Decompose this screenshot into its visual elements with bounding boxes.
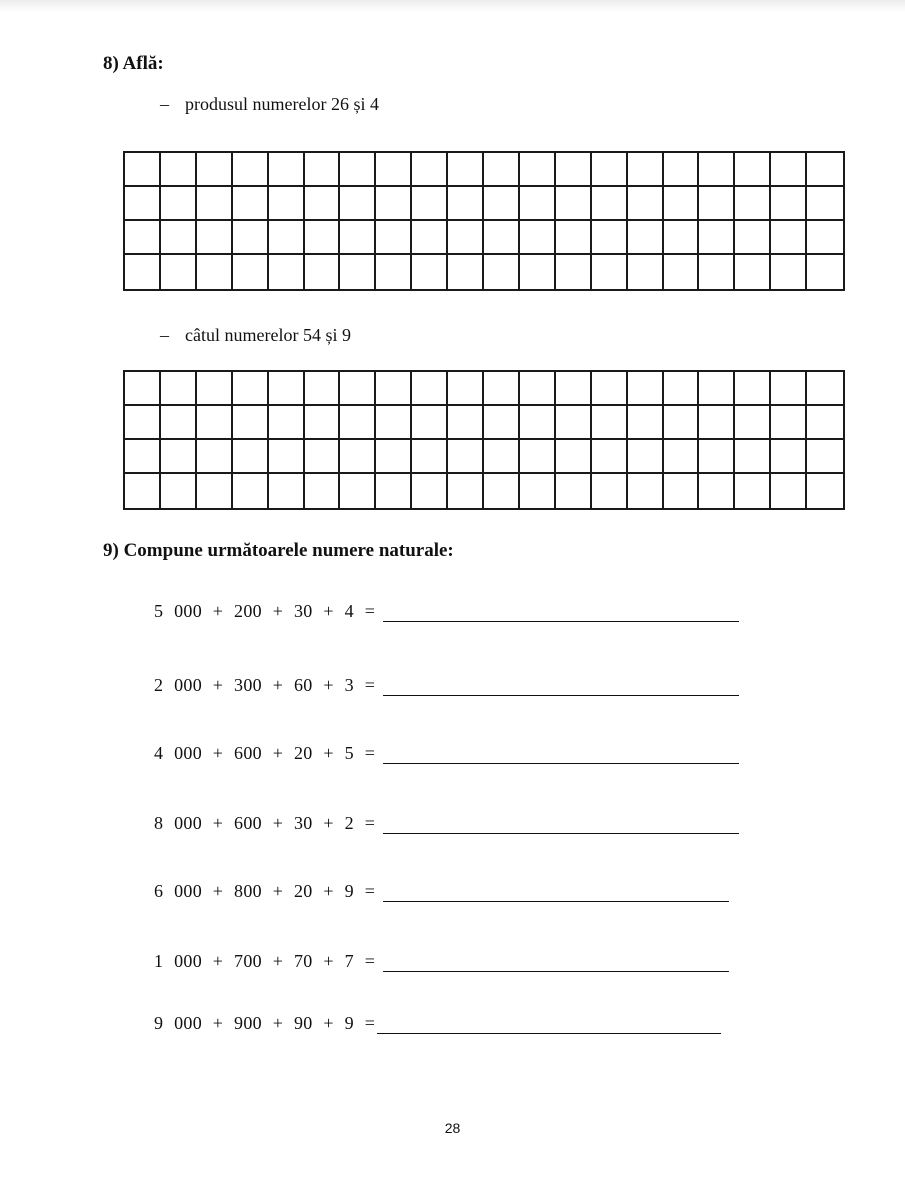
answer-line[interactable] xyxy=(383,815,739,834)
grid-cell[interactable] xyxy=(269,187,305,221)
grid-cell[interactable] xyxy=(233,255,269,289)
grid-cell[interactable] xyxy=(448,255,484,289)
grid-cell[interactable] xyxy=(161,406,197,440)
grid-cell[interactable] xyxy=(197,406,233,440)
grid-cell[interactable] xyxy=(305,406,341,440)
grid-cell[interactable] xyxy=(664,255,700,289)
exercise-9-heading: 9) Compune următoarele numere naturale: xyxy=(103,540,454,561)
grid-cell[interactable] xyxy=(771,221,807,255)
grid-cell[interactable] xyxy=(556,187,592,221)
equation-row xyxy=(154,951,729,972)
grid-cell[interactable] xyxy=(699,372,735,406)
grid-cell[interactable] xyxy=(412,255,448,289)
grid-cell[interactable] xyxy=(628,440,664,474)
grid-cell[interactable] xyxy=(448,153,484,187)
grid-cell[interactable] xyxy=(161,221,197,255)
equation-expression: 1 000 + 700 + 70 + 7 = xyxy=(154,951,376,971)
equation-row xyxy=(154,743,739,764)
equation-expression: 6 000 + 800 + 20 + 9 = xyxy=(154,881,376,901)
grid-cell[interactable] xyxy=(340,187,376,221)
grid-cell[interactable] xyxy=(305,255,341,289)
grid-cell[interactable] xyxy=(305,474,341,508)
grid-cell[interactable] xyxy=(161,187,197,221)
grid-cell[interactable] xyxy=(592,153,628,187)
grid-cell[interactable] xyxy=(735,372,771,406)
grid-cell[interactable] xyxy=(376,153,412,187)
equation-expression: 2 000 + 300 + 60 + 3 = xyxy=(154,675,376,695)
grid-cell[interactable] xyxy=(556,406,592,440)
grid-cell[interactable] xyxy=(125,474,161,508)
grid-cell[interactable] xyxy=(340,440,376,474)
grid-cell[interactable] xyxy=(233,153,269,187)
grid-cell[interactable] xyxy=(412,187,448,221)
grid-cell[interactable] xyxy=(448,221,484,255)
grid-cell[interactable] xyxy=(520,372,556,406)
grid-cell[interactable] xyxy=(771,474,807,508)
grid-cell[interactable] xyxy=(340,406,376,440)
grid-cell[interactable] xyxy=(592,406,628,440)
grid-cell[interactable] xyxy=(484,474,520,508)
grid-cell[interactable] xyxy=(448,406,484,440)
grid-cell[interactable] xyxy=(269,440,305,474)
grid-cell[interactable] xyxy=(125,372,161,406)
grid-cell[interactable] xyxy=(305,187,341,221)
grid-cell[interactable] xyxy=(556,474,592,508)
grid-cell[interactable] xyxy=(664,221,700,255)
grid-cell[interactable] xyxy=(448,474,484,508)
page-number: 28 xyxy=(444,1120,461,1136)
grid-cell[interactable] xyxy=(735,255,771,289)
grid-cell[interactable] xyxy=(664,406,700,440)
grid-cell[interactable] xyxy=(161,255,197,289)
grid-cell[interactable] xyxy=(125,440,161,474)
grid-cell[interactable] xyxy=(197,372,233,406)
grid-cell[interactable] xyxy=(161,440,197,474)
item-dash: – xyxy=(160,94,169,114)
grid-cell[interactable] xyxy=(340,153,376,187)
grid-cell[interactable] xyxy=(305,153,341,187)
grid-cell[interactable] xyxy=(556,153,592,187)
grid-cell[interactable] xyxy=(807,440,843,474)
grid-cell[interactable] xyxy=(233,440,269,474)
exercise-8-item-1 xyxy=(160,94,379,115)
grid-cell[interactable] xyxy=(735,153,771,187)
grid-cell[interactable] xyxy=(484,372,520,406)
grid-cell[interactable] xyxy=(448,372,484,406)
grid-cell[interactable] xyxy=(376,372,412,406)
grid-cell[interactable] xyxy=(269,406,305,440)
grid-cell[interactable] xyxy=(771,255,807,289)
item-text: produsul numerelor 26 și 4 xyxy=(185,94,379,114)
grid-cell[interactable] xyxy=(520,440,556,474)
grid-cell[interactable] xyxy=(592,221,628,255)
grid-cell[interactable] xyxy=(269,255,305,289)
grid-cell[interactable] xyxy=(269,372,305,406)
grid-cell[interactable] xyxy=(807,372,843,406)
grid-cell[interactable] xyxy=(305,440,341,474)
grid-cell[interactable] xyxy=(233,221,269,255)
grid-cell[interactable] xyxy=(269,153,305,187)
grid-cell[interactable] xyxy=(269,474,305,508)
grid-cell[interactable] xyxy=(340,474,376,508)
equation-row xyxy=(154,813,739,834)
grid-cell[interactable] xyxy=(628,372,664,406)
grid-cell[interactable] xyxy=(269,221,305,255)
equation-expression: 4 000 + 600 + 20 + 5 = xyxy=(154,743,376,763)
page-top-shadow xyxy=(0,0,905,12)
grid-cell[interactable] xyxy=(592,440,628,474)
grid-cell[interactable] xyxy=(520,406,556,440)
grid-cell[interactable] xyxy=(376,406,412,440)
grid-cell[interactable] xyxy=(412,406,448,440)
answer-line[interactable] xyxy=(383,745,739,764)
item-dash: – xyxy=(160,325,169,345)
grid-cell[interactable] xyxy=(735,474,771,508)
grid-cell[interactable] xyxy=(807,255,843,289)
grid-cell[interactable] xyxy=(448,440,484,474)
grid-cell[interactable] xyxy=(699,474,735,508)
grid-cell[interactable] xyxy=(484,221,520,255)
grid-cell[interactable] xyxy=(771,440,807,474)
grid-cell[interactable] xyxy=(556,440,592,474)
answer-grid-quotient[interactable] xyxy=(123,370,845,510)
grid-cell[interactable] xyxy=(484,255,520,289)
grid-cell[interactable] xyxy=(125,153,161,187)
grid-cell[interactable] xyxy=(125,255,161,289)
grid-cell[interactable] xyxy=(197,440,233,474)
grid-cell[interactable] xyxy=(664,474,700,508)
grid-cell[interactable] xyxy=(699,255,735,289)
equation-row xyxy=(154,881,729,902)
grid-cell[interactable] xyxy=(807,153,843,187)
grid-cell[interactable] xyxy=(484,153,520,187)
grid-cell[interactable] xyxy=(628,406,664,440)
grid-cell[interactable] xyxy=(628,153,664,187)
grid-cell[interactable] xyxy=(305,221,341,255)
grid-cell[interactable] xyxy=(664,372,700,406)
grid-cell[interactable] xyxy=(556,372,592,406)
answer-line[interactable] xyxy=(377,1015,721,1034)
equation-expression: 8 000 + 600 + 30 + 2 = xyxy=(154,813,376,833)
grid-cell[interactable] xyxy=(412,372,448,406)
grid-cell[interactable] xyxy=(197,187,233,221)
grid-cell[interactable] xyxy=(484,440,520,474)
grid-cell[interactable] xyxy=(735,187,771,221)
grid-cell[interactable] xyxy=(376,440,412,474)
grid-cell[interactable] xyxy=(699,440,735,474)
item-text: câtul numerelor 54 și 9 xyxy=(185,325,351,345)
grid-cell[interactable] xyxy=(664,440,700,474)
answer-line[interactable] xyxy=(383,883,729,902)
grid-cell[interactable] xyxy=(592,187,628,221)
grid-cell[interactable] xyxy=(520,255,556,289)
grid-cell[interactable] xyxy=(197,255,233,289)
exercise-8-heading: 8) Află: xyxy=(103,53,164,74)
grid-cell[interactable] xyxy=(376,474,412,508)
answer-line[interactable] xyxy=(383,953,729,972)
grid-cell[interactable] xyxy=(484,406,520,440)
grid-cell[interactable] xyxy=(592,255,628,289)
grid-cell[interactable] xyxy=(592,474,628,508)
answer-grid-product[interactable] xyxy=(123,151,845,291)
grid-cell[interactable] xyxy=(699,406,735,440)
grid-cell[interactable] xyxy=(161,153,197,187)
grid-cell[interactable] xyxy=(161,372,197,406)
grid-cell[interactable] xyxy=(628,221,664,255)
grid-cell[interactable] xyxy=(735,440,771,474)
equation-row xyxy=(154,601,739,622)
grid-cell[interactable] xyxy=(807,187,843,221)
grid-cell[interactable] xyxy=(340,221,376,255)
grid-cell[interactable] xyxy=(556,221,592,255)
grid-cell[interactable] xyxy=(628,187,664,221)
grid-cell[interactable] xyxy=(233,187,269,221)
grid-cell[interactable] xyxy=(161,474,197,508)
grid-cell[interactable] xyxy=(412,153,448,187)
answer-line[interactable] xyxy=(383,603,739,622)
grid-cell[interactable] xyxy=(664,187,700,221)
grid-cell[interactable] xyxy=(699,187,735,221)
grid-cell[interactable] xyxy=(628,474,664,508)
equation-row xyxy=(154,675,739,696)
grid-cell[interactable] xyxy=(556,255,592,289)
grid-cell[interactable] xyxy=(125,406,161,440)
grid-cell[interactable] xyxy=(520,221,556,255)
grid-cell[interactable] xyxy=(520,187,556,221)
grid-cell[interactable] xyxy=(484,187,520,221)
grid-cell[interactable] xyxy=(376,187,412,221)
grid-cell[interactable] xyxy=(412,474,448,508)
grid-cell[interactable] xyxy=(376,221,412,255)
grid-cell[interactable] xyxy=(412,440,448,474)
grid-cell[interactable] xyxy=(305,372,341,406)
grid-cell[interactable] xyxy=(233,406,269,440)
grid-cell[interactable] xyxy=(125,187,161,221)
grid-cell[interactable] xyxy=(340,372,376,406)
grid-cell[interactable] xyxy=(699,221,735,255)
grid-cell[interactable] xyxy=(735,406,771,440)
equation-row xyxy=(154,1013,721,1034)
grid-cell[interactable] xyxy=(807,474,843,508)
grid-cell[interactable] xyxy=(197,474,233,508)
grid-cell[interactable] xyxy=(412,221,448,255)
grid-cell[interactable] xyxy=(233,474,269,508)
grid-cell[interactable] xyxy=(628,255,664,289)
equation-expression: 9 000 + 900 + 90 + 9 = xyxy=(154,1013,376,1033)
grid-cell[interactable] xyxy=(771,406,807,440)
grid-cell[interactable] xyxy=(735,221,771,255)
grid-cell[interactable] xyxy=(592,372,628,406)
grid-cell[interactable] xyxy=(699,153,735,187)
grid-cell[interactable] xyxy=(520,153,556,187)
grid-cell[interactable] xyxy=(233,372,269,406)
grid-cell[interactable] xyxy=(448,187,484,221)
exercise-8-item-2 xyxy=(160,325,351,346)
grid-cell[interactable] xyxy=(197,153,233,187)
grid-cell[interactable] xyxy=(771,153,807,187)
equation-expression: 5 000 + 200 + 30 + 4 = xyxy=(154,601,376,621)
grid-cell[interactable] xyxy=(125,221,161,255)
grid-cell[interactable] xyxy=(771,372,807,406)
grid-cell[interactable] xyxy=(376,255,412,289)
grid-cell[interactable] xyxy=(807,406,843,440)
grid-cell[interactable] xyxy=(340,255,376,289)
grid-cell[interactable] xyxy=(771,187,807,221)
answer-line[interactable] xyxy=(383,677,739,696)
grid-cell[interactable] xyxy=(520,474,556,508)
grid-cell[interactable] xyxy=(807,221,843,255)
grid-cell[interactable] xyxy=(664,153,700,187)
grid-cell[interactable] xyxy=(197,221,233,255)
